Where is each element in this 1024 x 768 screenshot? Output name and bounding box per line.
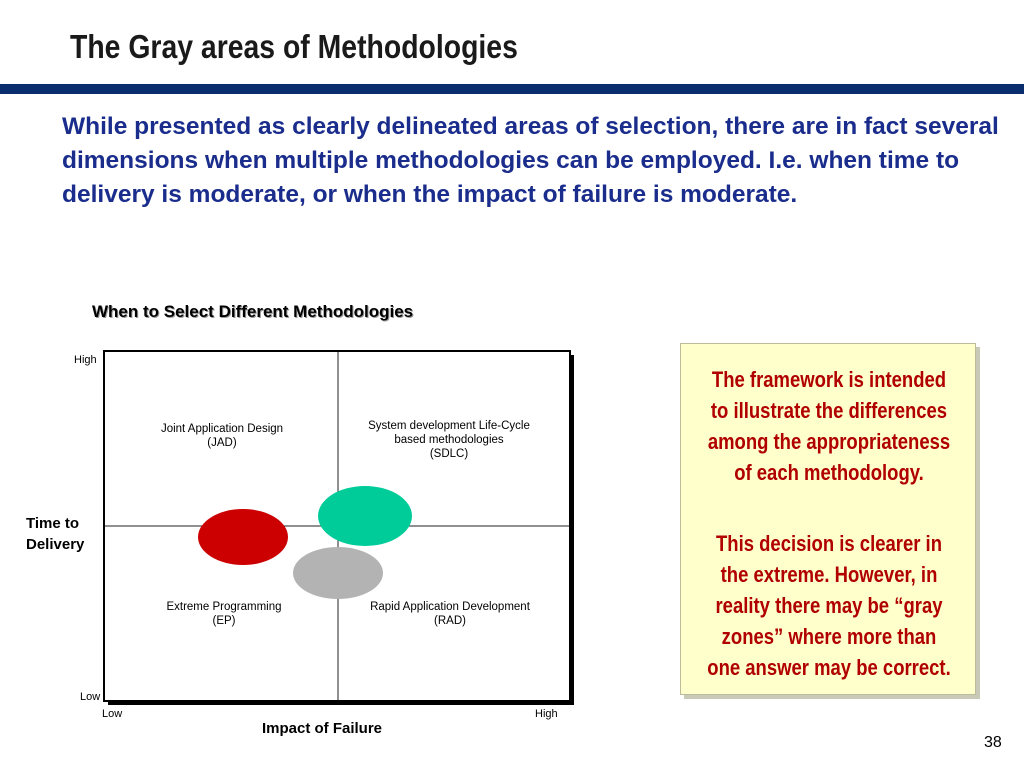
- note-box: [680, 343, 976, 695]
- diagram-title: When to Select Different Methodologies: [92, 302, 414, 321]
- note-paragraph-2: This decision is clearer in the extreme. However, in reality there may be “gray zones” where more than one answer may be correct.: [707, 531, 951, 680]
- jad-marker: [198, 509, 288, 565]
- quadrant-ep-label: [130, 600, 318, 628]
- y-axis-label: [26, 513, 84, 555]
- y-axis-label-line2: Delivery: [26, 536, 85, 553]
- intro-text: While presented as clearly delineated areas of selection, there are in fact several dimensions when multiple methodologies can be employed. I.e. when time to delivery is moderate, or when the impact of failure is moderate.: [62, 113, 999, 208]
- quadrant-rad-label: [342, 600, 558, 628]
- x-axis-high-label: High: [535, 708, 558, 720]
- slide-title: The Gray areas of Methodologies: [70, 28, 518, 65]
- quadrant-sdlc-line2: based methodologies: [394, 434, 504, 446]
- quadrant-rad-line1: Rapid Application Development: [370, 601, 530, 613]
- y-axis-label-line1: Time to: [26, 515, 80, 532]
- quadrant-sdlc-line1: System development Life-Cycle: [368, 420, 530, 432]
- quadrant-rad-line2: (RAD): [434, 615, 466, 627]
- x-axis-low-label: Low: [102, 708, 123, 720]
- rad-marker: [293, 547, 383, 599]
- note-paragraph-1: The framework is intended to illustrate the differences among the appropriateness of each methodology.: [707, 367, 951, 485]
- quadrant-jad-label: [130, 422, 314, 450]
- quadrant-ep-line1: Extreme Programming: [166, 601, 282, 613]
- quadrant-sdlc-label: [342, 419, 556, 461]
- quadrant-sdlc-line3: (SDLC): [429, 448, 469, 460]
- x-axis-label: Impact of Failure: [262, 720, 383, 737]
- sdlc-marker: [318, 486, 412, 546]
- y-axis-high-label: High: [74, 354, 97, 366]
- y-axis-low-label: Low: [80, 691, 101, 703]
- quadrant-jad-line1: Joint Application Design: [160, 423, 284, 435]
- slide-number: 38: [984, 734, 1002, 751]
- quadrant-ep-line2: (EP): [212, 615, 236, 627]
- quadrant-jad-line2: (JAD): [207, 437, 237, 449]
